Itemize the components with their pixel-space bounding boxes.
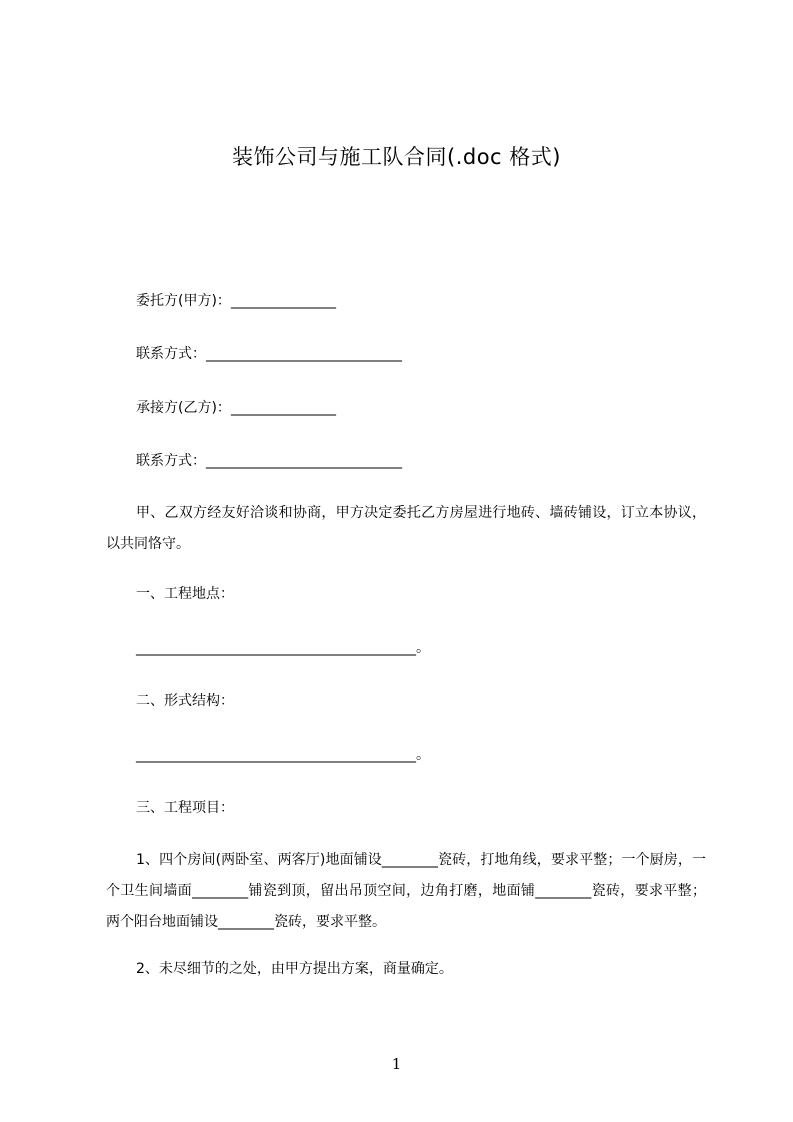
- item-1-blank-2: ________: [192, 883, 249, 899]
- party-b-blank: _______________: [230, 400, 336, 416]
- contact-a-label: 联系方式：: [136, 346, 206, 362]
- intro-paragraph: 甲、乙双方经友好洽谈和协商，甲方决定委托乙方房屋进行地砖、墙砖铺设，订立本协议，以共同恪守。: [106, 505, 706, 552]
- section-2-heading: 二、形式结构：: [136, 693, 234, 709]
- page-number: 1: [391, 1055, 402, 1073]
- item-1-text-2: 瓷砖，打地角线，要求平整；一个厨房，一个卫生间墙面: [106, 852, 706, 899]
- party-b-label: 承接方(乙方)：: [136, 400, 231, 416]
- item-1-text-4: 瓷砖，要求平整；两个阳台地面铺设: [106, 883, 707, 930]
- section-2-blank-line: [136, 745, 430, 765]
- document-title: 装饰公司与施工队合同(.doc 格式): [232, 145, 561, 169]
- section-3-heading: 三、工程项目：: [136, 800, 234, 816]
- contact-b-line: [136, 451, 402, 471]
- party-a-blank: _______________: [230, 293, 336, 309]
- item-1-text-5: 瓷砖，要求平整。: [274, 914, 386, 930]
- party-b-line: [136, 398, 336, 418]
- section-1-heading: 一、工程地点：: [136, 586, 234, 602]
- party-a-line: [136, 291, 336, 311]
- item-1-text-1: 1、四个房间(两卧室、两客厅)地面铺设: [136, 852, 382, 868]
- contact-a-blank: ____________________________: [206, 346, 402, 362]
- item-1-blank-1: ________: [381, 852, 438, 868]
- item-1-blank-3: ________: [535, 883, 592, 899]
- contact-b-blank: ____________________________: [206, 453, 402, 469]
- item-1-text-3: 铺瓷到顶，留出吊顶空间，边角打磨，地面铺: [248, 883, 536, 899]
- party-a-label: 委托方(甲方)：: [136, 293, 231, 309]
- contact-a-line: [136, 344, 402, 364]
- section-2-end: 。: [416, 747, 430, 763]
- contact-b-label: 联系方式：: [136, 453, 206, 469]
- section-1-blank: ________________________________________: [136, 640, 416, 656]
- item-2-line: 2、未尽细节的之处，由甲方提出方案，商量确定。: [136, 961, 453, 977]
- item-1-paragraph: [106, 845, 706, 938]
- section-2-blank: ________________________________________: [136, 747, 416, 763]
- section-1-blank-line: [136, 638, 430, 658]
- item-1-blank-4: ________: [218, 914, 274, 930]
- section-1-end: 。: [416, 640, 430, 656]
